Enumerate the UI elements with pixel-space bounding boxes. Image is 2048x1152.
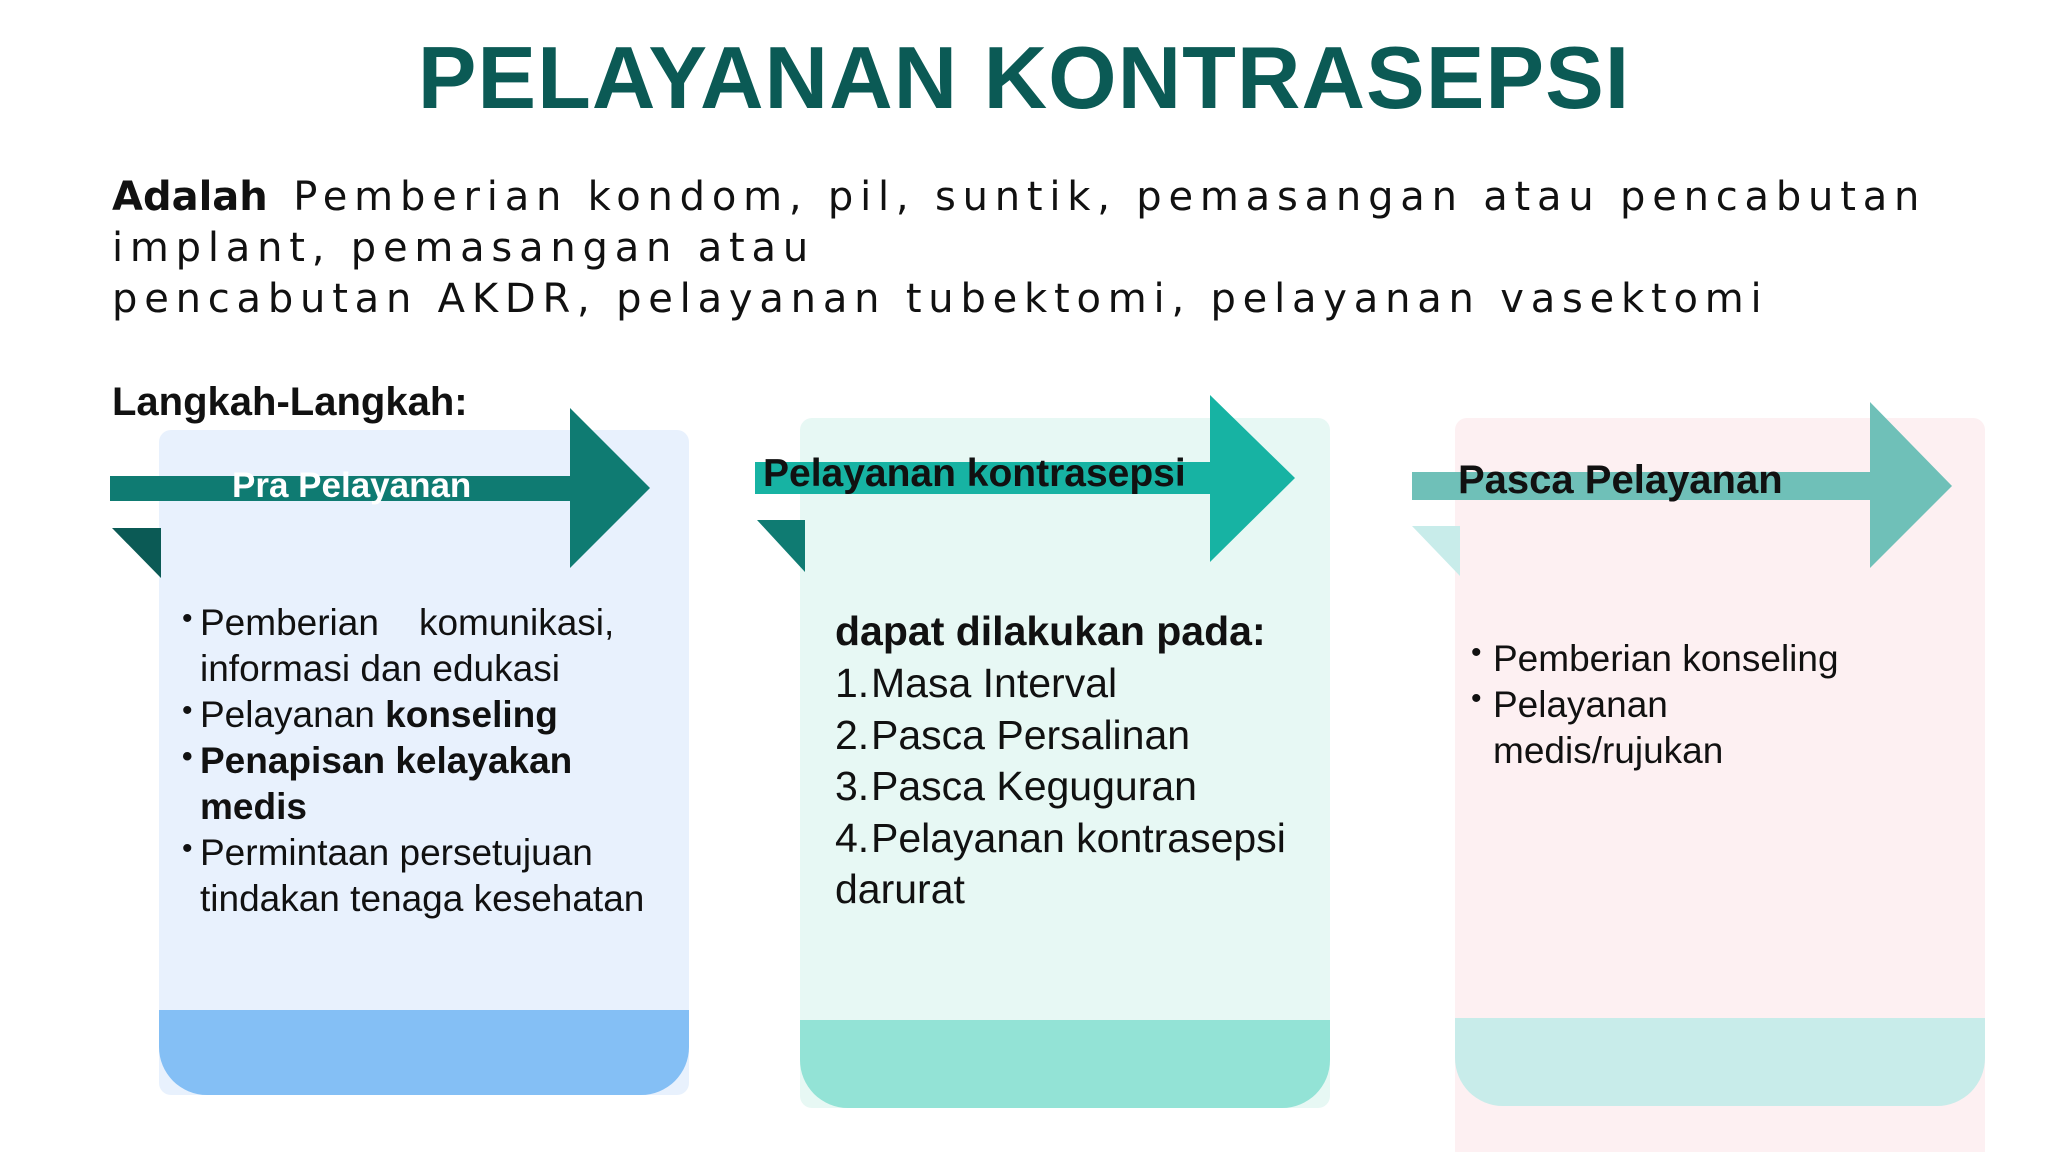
list-item xyxy=(182,830,670,922)
list-item-text-part: komunikasi, xyxy=(418,602,615,643)
definition-lead: Adalah xyxy=(112,174,268,220)
list-item-text-continued: tindakan tenaga kesehatan xyxy=(200,878,645,919)
arrow-3-fold xyxy=(1412,526,1460,576)
arrow-2-fold xyxy=(757,520,805,572)
list-item-text: Pemberian konseling xyxy=(1493,638,1839,679)
step-label-pasca-pelayanan: Pasca Pelayanan xyxy=(1458,458,1783,502)
list-item-text-part: Pemberian xyxy=(200,602,379,643)
list-item-text: Permintaan persetujuan xyxy=(200,832,593,873)
pra-pelayanan-list xyxy=(182,600,670,922)
bullet-icon: • xyxy=(182,740,193,773)
list-item-text: Pasca Persalinan xyxy=(871,711,1191,758)
list-item-text: Pelayanan xyxy=(1493,684,1668,725)
list-item-text-continued: darurat xyxy=(835,866,965,912)
list-item-bold-text: konseling xyxy=(385,694,558,735)
list-item-text: Pelayanan kontrasepsi xyxy=(871,814,1286,861)
list-item-text: Masa Interval xyxy=(871,660,1118,706)
list-item xyxy=(835,813,1325,916)
step-label-pelayanan-kontrasepsi: Pelayanan kontrasepsi xyxy=(763,452,1186,495)
slide-title: PELAYANAN KONTRASEPSI xyxy=(417,28,1631,127)
list-item xyxy=(182,600,670,692)
definition-line-1-text: Pemberian kondom, pil, suntik, pemasangan atau pencabutan xyxy=(293,174,1927,220)
bullet-icon: • xyxy=(1471,636,1482,669)
list-item-number: 1. xyxy=(835,660,870,706)
list-item xyxy=(1471,636,1973,682)
step-label-pra-pelayanan: Pra Pelayanan xyxy=(232,466,472,505)
pasca-pelayanan-list xyxy=(1471,636,1973,774)
list-item-text-continued: informasi dan edukasi xyxy=(200,648,560,689)
list-item xyxy=(1471,682,1973,774)
list-item-text-part: Pelayanan xyxy=(200,694,375,735)
pelayanan-kontrasepsi-list xyxy=(835,658,1325,916)
steps-heading: Langkah-Langkah: xyxy=(112,380,468,424)
list-item xyxy=(835,658,1325,710)
definition-line-2: implant, pemasangan atau xyxy=(112,225,815,271)
bullet-icon: • xyxy=(182,602,193,635)
arrow-1-fold xyxy=(112,528,161,578)
bullet-icon: • xyxy=(182,694,193,727)
pelayanan-kontrasepsi-heading: dapat dilakukan pada: xyxy=(835,608,1266,654)
definition-line-3: pencabutan AKDR, pelayanan tubektomi, pelayanan vasektomi xyxy=(112,276,1769,322)
list-item xyxy=(835,761,1325,813)
list-item-bold-text-continued: medis xyxy=(200,786,307,827)
list-item-number: 3. xyxy=(835,763,870,809)
list-item-number: 2. xyxy=(835,711,870,758)
list-item-text: Pasca Keguguran xyxy=(871,763,1197,809)
bullet-icon: • xyxy=(182,832,193,865)
list-item-bold-text: Penapisan kelayakan xyxy=(200,740,573,781)
list-item-number: 4. xyxy=(835,814,870,861)
list-item-text-continued: medis/rujukan xyxy=(1493,730,1724,771)
list-item-text xyxy=(200,692,670,738)
bullet-icon: • xyxy=(1471,682,1482,715)
list-item xyxy=(182,692,670,738)
list-item xyxy=(182,738,670,830)
list-item xyxy=(835,710,1325,762)
list-item-text xyxy=(200,600,670,646)
